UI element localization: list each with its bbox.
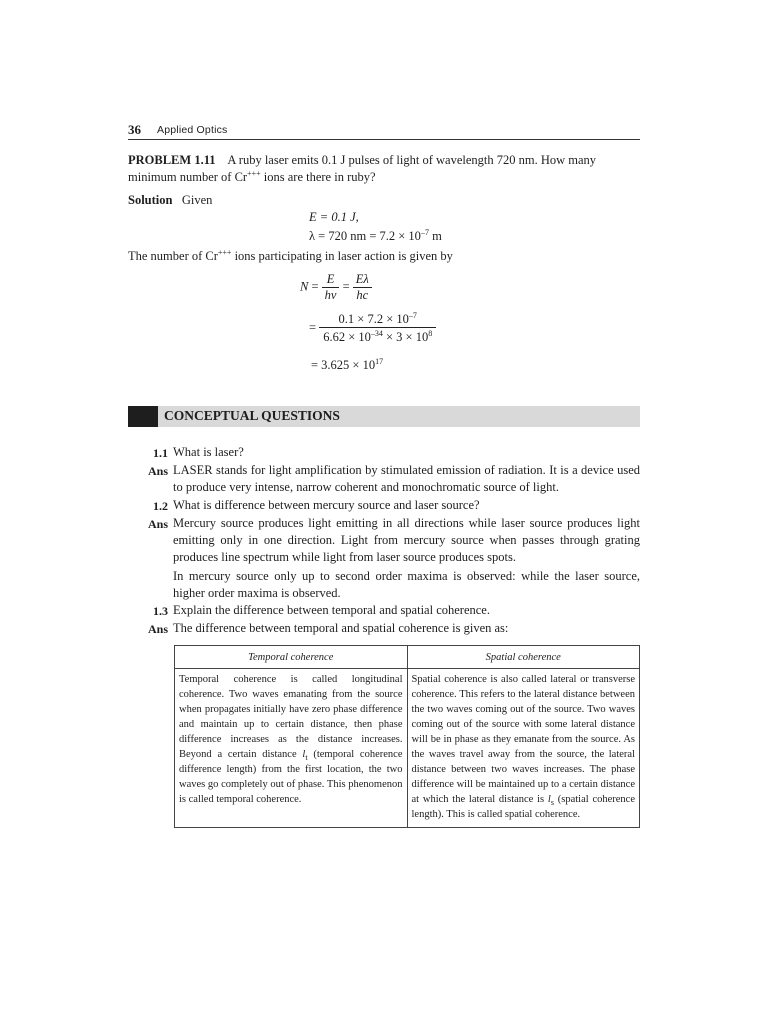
numeric-denominator [319, 328, 436, 345]
table-header-row [175, 646, 640, 669]
hv-denominator: hν [324, 288, 337, 302]
ion-charge: +++ [247, 169, 261, 178]
coherence-comparison-table [174, 645, 640, 828]
solution-label: Solution [128, 193, 173, 207]
section-title: CONCEPTUAL QUESTIONS [164, 408, 340, 423]
equation-numeric [309, 312, 436, 345]
denominator-a-exponent: –34 [370, 329, 383, 338]
spatial-text: Spatial coherence is also called lateral or transverse coherence. This refers to the lateral distance between the two waves coming out of the source. Two waves coming out of the source with some lateral distance will be in phase as they emanate from the source. As the waves travel away from the source, the lateral distance between two waves increases. The phase difference will be maintained up to a certain distance at which the lateral distance is [411, 674, 635, 805]
fraction-Elambda-over-hc [353, 272, 372, 303]
Elambda-numerator: Eλ [353, 272, 372, 288]
answer-text: The difference between temporal and spatial coherence is given as: [173, 621, 509, 635]
denominator-b: × 3 × 10 [382, 330, 429, 344]
question-text: What is laser? [173, 445, 244, 459]
given-label: Given [181, 193, 213, 207]
temporal-symbol: l [302, 749, 306, 760]
numerator-value: 0.1 × 7.2 × 10 [338, 312, 409, 326]
hc-denominator: hc [356, 288, 369, 302]
section-heading [128, 406, 640, 427]
answer-text: LASER stands for light amplification by stimulated emission of radiation. It is a device used to produce very intense, narrow coherent and monochromatic source of light. [173, 463, 640, 494]
ions-text: The number of Cr [128, 249, 218, 263]
numerator-exponent: –7 [408, 311, 417, 320]
denominator-a: 6.62 × 10 [323, 330, 371, 344]
wavelength-unit: m [428, 229, 442, 243]
question-number: 1.3 [153, 604, 168, 618]
question-number: 1.1 [153, 446, 168, 460]
equation-result [311, 357, 383, 374]
result-value: = 3.625 × 10 [311, 358, 376, 372]
ions-charge: +++ [217, 248, 232, 257]
denominator-b-exponent: 8 [428, 329, 433, 338]
answer-text: Mercury source produces light emitting in all directions while laser source produces light emitting only in one direction. Light from mercury source when passes through grating produces line spectrum while light from laser source produces spots. [173, 516, 640, 564]
running-header-title: Applied Optics [157, 124, 228, 136]
table-header-temporal: Temporal coherence [175, 646, 408, 669]
equals-sign: = [309, 320, 317, 335]
wavelength-exponent: –7 [420, 228, 429, 237]
answer-text: In mercury source only up to second order maxima is observed: while the laser source, higher order maxima is observed. [173, 569, 640, 600]
table-header-spatial: Spatial coherence [407, 646, 640, 669]
temporal-subscript: t [305, 753, 308, 763]
equation-wavelength [309, 228, 442, 245]
ions-text-end: ions participating in laser action is given by [231, 249, 453, 263]
temporal-text-end: (temporal coherence difference length) from the first location, the two waves go completely out of phase. This phenomenon is called temporal coherence. [179, 749, 403, 805]
ions-sentence [128, 248, 453, 265]
page-number: 36 [128, 122, 141, 137]
equals-sign: = [342, 279, 350, 294]
table-row [175, 669, 640, 828]
fraction-E-over-hv [322, 272, 340, 303]
N-symbol: N [300, 279, 309, 294]
spatial-text-end: (spatial coherence length). This is called spatial coherence. [411, 794, 635, 820]
solution-heading [128, 192, 212, 209]
equation-N [300, 272, 372, 303]
table-cell-spatial [407, 669, 640, 828]
equals-sign: = [311, 279, 319, 294]
problem-text: A ruby laser emits 0.1 J pulses of light of wavelength 720 nm. How many minimum number of Cr [128, 153, 597, 184]
E-numerator: E [322, 272, 340, 288]
temporal-text: Temporal coherence is called longitudinal coherence. Two waves emanating from the source when propagates initially have zero phase difference and maintain up to certain distance, then phase difference increases as the distance increases. Beyond a certain distance [179, 674, 403, 760]
wavelength-value: λ = 720 nm = 7.2 × 10 [309, 229, 421, 243]
problem-statement [128, 152, 640, 186]
table-cell-temporal [175, 669, 408, 828]
question-text: Explain the difference between temporal and spatial coherence. [173, 603, 490, 617]
fraction-numeric [319, 312, 436, 345]
problem-label: PROBLEM 1.11 [128, 153, 216, 167]
question-number: 1.2 [153, 499, 168, 513]
section-marker [128, 406, 158, 427]
answer-label: Ans [147, 464, 168, 478]
answer-label: Ans [147, 622, 168, 636]
answer-label: Ans [147, 517, 168, 531]
equation-energy: E = 0.1 J, [309, 210, 359, 224]
numeric-numerator [319, 312, 436, 328]
problem-text-end: ions are there in ruby? [260, 170, 376, 184]
header-rule [128, 139, 640, 140]
result-exponent: 17 [375, 357, 384, 366]
spatial-symbol: l [547, 794, 551, 805]
spatial-subscript: s [550, 798, 554, 808]
question-text: What is difference between mercury source and laser source? [173, 498, 480, 512]
